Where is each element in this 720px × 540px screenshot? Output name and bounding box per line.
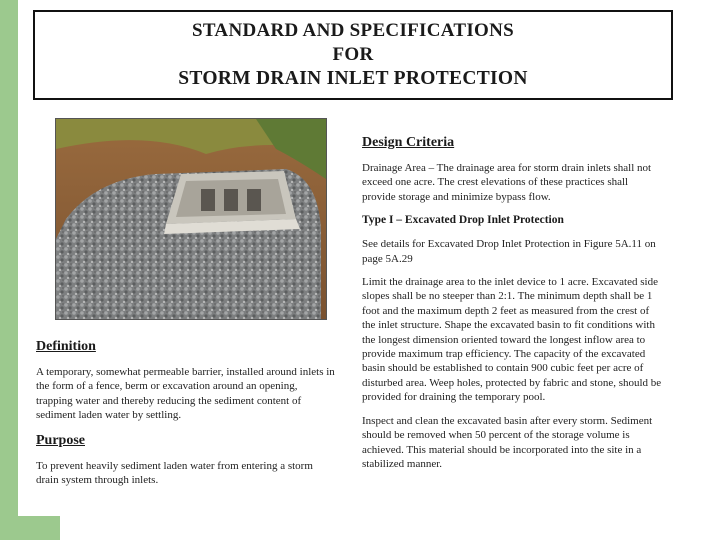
- definition-heading: Definition: [36, 339, 96, 354]
- definition-text: A temporary, somewhat permeable barrier, installed around inlets in the form of a fence, berm or excavation around an opening, trapping water and thereby reducing the sediment content of sediment laden water by settling.: [36, 366, 335, 422]
- right-column: [362, 134, 662, 480]
- left-accent-bar: [0, 0, 18, 540]
- limit-drainage-text: Limit the drainage area to the inlet device to 1 acre. Excavated side slopes shall be no steeper than 2:1. The minimum depth shall be 1 foot and the maximum depth 2 feet as measured from the crest of the inlet structure. Shape the excavated basin to fit conditions with the longest dimension oriented toward the longest inflow area to provide maximum trap efficiency. The capacity of the excavated basin should be established to contain 900 cubic feet per acre of disturbed area. Weep holes, protected by fabric and stone, should be provided for draining the temporary pool.: [362, 276, 662, 404]
- drainage-area-text: Drainage Area – The drainage area for storm drain inlets shall not exceed one acre. The crest elevations of these practices shall provide storage and minimize bypass flow.: [362, 162, 652, 203]
- purpose-text: To prevent heavily sediment laden water from entering a storm drain system through inlets.: [36, 459, 313, 487]
- type1-heading: Type I – Excavated Drop Inlet Protection: [362, 214, 564, 227]
- purpose-heading: Purpose: [36, 432, 85, 448]
- title-line-2: FOR: [332, 44, 374, 65]
- design-criteria-heading: Design Criteria: [362, 135, 455, 150]
- photo-icon: [56, 119, 326, 319]
- title-box: [33, 10, 673, 100]
- title-line-1: STANDARD AND SPECIFICATIONS: [192, 20, 514, 41]
- storm-drain-photo: [55, 118, 327, 320]
- see-details-text: See details for Excavated Drop Inlet Protection in Figure 5A.11 on page 5A.29: [362, 238, 656, 265]
- left-column: [36, 338, 336, 496]
- bottom-accent-block: [0, 516, 60, 540]
- title-line-3: STORM DRAIN INLET PROTECTION: [178, 68, 528, 89]
- inspect-clean-text: Inspect and clean the excavated basin after every storm. Sediment should be removed when 50 percent of the storage volume is achieved. This material should be incorporated into the site in a stabilized manner.: [362, 414, 653, 470]
